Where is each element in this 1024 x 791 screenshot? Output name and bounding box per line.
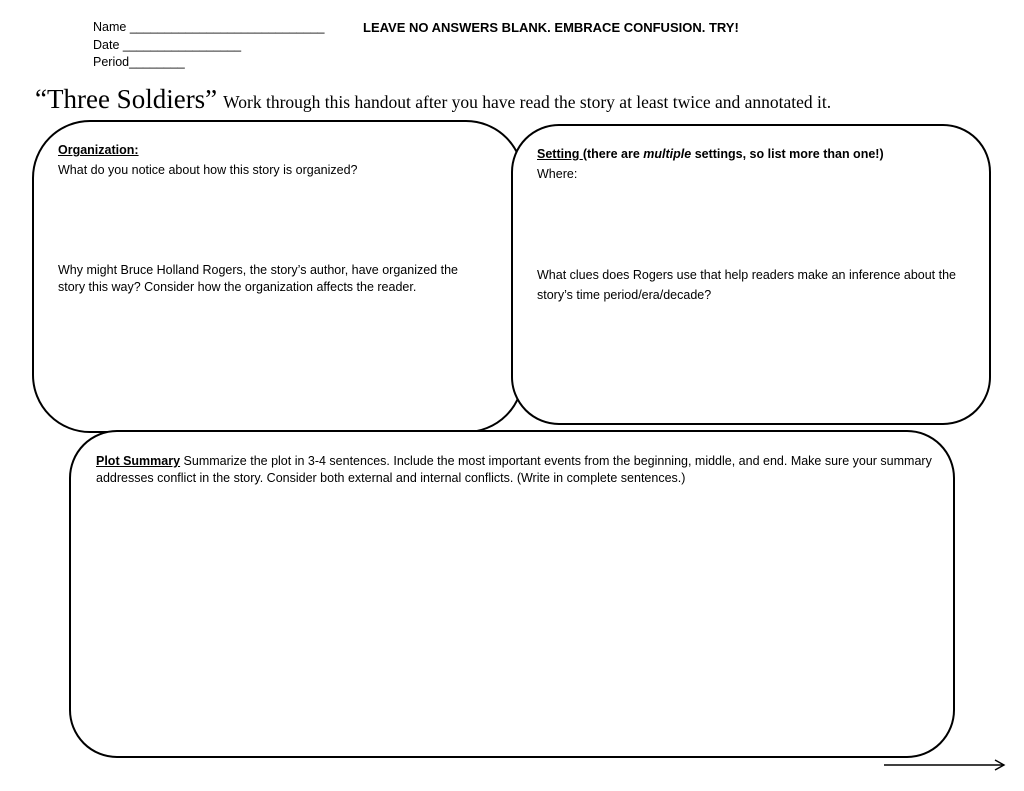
setting-question-2: What clues does Rogers use that help readers make an inference about the story’s time period/era/decade? — [537, 268, 957, 302]
right-arrow-icon — [882, 757, 1010, 773]
organization-question-1: What do you notice about how this story is organized? — [58, 163, 358, 177]
setting-note-em: multiple — [643, 147, 692, 161]
setting-note-pre: (there are — [582, 147, 644, 161]
plot-summary-box[interactable] — [69, 430, 955, 758]
date-field: Date _________________ — [93, 38, 242, 52]
setting-heading: Setting — [537, 147, 583, 161]
story-title: “Three Soldiers” — [35, 84, 218, 114]
setting-note-post: settings, so list more than one!) — [691, 147, 884, 161]
plot-summary-heading: Plot Summary — [96, 454, 181, 468]
setting-box[interactable] — [511, 124, 991, 425]
plot-summary-text: Summarize the plot in 3-4 sentences. Include the most important events from the beginning, middle, and end. Make sure your summary addresses conflict in the story. Consider both external and internal conflicts. (Write in complete sentences.) — [96, 454, 932, 485]
organization-box[interactable] — [32, 120, 524, 433]
instructions-warning: LEAVE NO ANSWERS BLANK. EMBRACE CONFUSION. TRY! — [363, 20, 739, 35]
period-field: Period________ — [93, 55, 185, 69]
title-instructions: Work through this handout after you have read the story at least twice and annotated it. — [223, 92, 832, 112]
name-field: Name ____________________________ — [93, 20, 325, 34]
organization-question-2: Why might Bruce Holland Rogers, the story’s author, have organized the story this way? Consider how the organization affects the reader. — [58, 263, 458, 294]
setting-heading-line — [537, 146, 977, 163]
organization-heading: Organization: — [58, 143, 139, 157]
page-title — [35, 84, 831, 115]
plot-summary-prompt — [96, 453, 934, 487]
setting-where: Where: — [537, 167, 578, 181]
